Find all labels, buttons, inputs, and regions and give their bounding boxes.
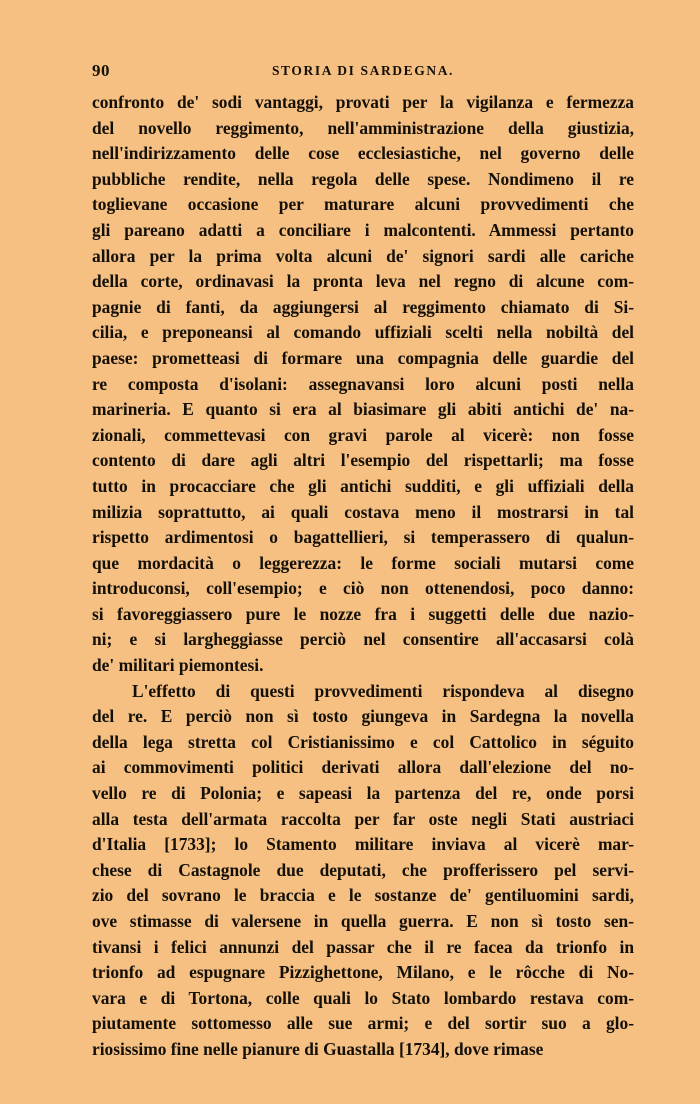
text-line: toglievane occasione per maturare alcuni provvedimenti che bbox=[92, 194, 634, 215]
text-line: pubbliche rendite, nella regola delle spese. Nondimeno il re bbox=[92, 168, 634, 189]
text-line: paese: prometteasi di formare una compagnia delle guardie del bbox=[92, 347, 634, 368]
text-line: tivansi i felici annunzi del passar che il re facea da trionfo in bbox=[92, 936, 634, 957]
text-line: cilia, e preponeansi al comando uffiziali scelti nella nobiltà del bbox=[92, 322, 634, 343]
text-line: nell'indirizzamento delle cose ecclesiastiche, nel governo delle bbox=[92, 143, 634, 164]
text-line: milizia soprattutto, ai quali costava meno il mostrarsi in tal bbox=[92, 501, 634, 522]
text-line: chese di Castagnole due deputati, che profferissero pel servi- bbox=[92, 859, 634, 880]
paragraph bbox=[92, 679, 634, 1063]
text-line: gli pareano adatti a conciliare i malcontenti. Ammessi pertanto bbox=[92, 219, 634, 240]
running-title: STORIA DI SARDEGNA. bbox=[271, 63, 455, 78]
text-line: pagnie di fanti, da aggiungersi al reggimento chiamato di Si- bbox=[92, 296, 634, 317]
body-text bbox=[92, 90, 634, 1063]
text-line: confronto de' sodi vantaggi, provati per la vigilanza e fermezza bbox=[92, 92, 634, 112]
text-line: allora per la prima volta alcuni de' signori sardi alle cariche bbox=[92, 245, 634, 266]
paragraph bbox=[92, 90, 634, 679]
text-line: zio del sovrano le braccia e le sostanze de' gentiluomini sardi, bbox=[92, 885, 634, 906]
text-line: que mordacità o leggerezza: le forme sociali mutarsi come bbox=[92, 552, 634, 573]
text-line: trionfo ad espugnare Pizzighettone, Milano, e le rôcche di No- bbox=[92, 962, 634, 983]
text-line: vara e di Tortona, colle quali lo Stato lombardo restava com- bbox=[92, 987, 634, 1008]
text-line: piutamente sottomesso alle sue armi; e del sortir suo a glo- bbox=[92, 1013, 634, 1034]
text-line: della corte, ordinavasi la pronta leva nel regno di alcune com- bbox=[92, 271, 634, 292]
text-line: re composta d'isolani: assegnavansi loro alcuni posti nella bbox=[92, 373, 634, 394]
text-line: della lega stretta col Cristianissimo e col Cattolico in séguito bbox=[92, 731, 634, 752]
text-line: d'Italia [1733]; lo Stamento militare inviava al vicerè mar- bbox=[92, 834, 634, 855]
page-number: 90 bbox=[92, 61, 110, 80]
text-line: riosissimo fine nelle pianure di Guastalla [1734], dove rimase bbox=[92, 1038, 544, 1059]
text-line: contento di dare agli altri l'esempio del rispettarli; ma fosse bbox=[92, 450, 634, 471]
text-line: rispetto ardimentosi o bagattellieri, si temperassero di qualun- bbox=[92, 527, 634, 548]
text-line: del re. E perciò non sì tosto giungeva in Sardegna la novella bbox=[92, 706, 634, 727]
text-line: marineria. E quanto si era al biasimare gli abiti antichi de' na- bbox=[92, 399, 634, 420]
text-line: ai commovimenti politici derivati allora dall'elezione del no- bbox=[92, 757, 634, 778]
text-line: introduconsi, coll'esempio; e ciò non ottenendosi, poco danno: bbox=[92, 578, 634, 599]
text-line: de' militari piemontesi. bbox=[92, 655, 264, 676]
text-line: L'effetto di questi provvedimenti rispondeva al disegno bbox=[132, 680, 634, 701]
text-line: alla testa dell'armata raccolta per far oste negli Stati austriaci bbox=[92, 808, 634, 829]
text-line: ni; e si largheggiasse perciò nel consentire all'accasarsi colà bbox=[92, 629, 634, 650]
text-line: si favoreggiassero pure le nozze fra i suggetti delle due nazio- bbox=[92, 603, 634, 624]
text-line: del novello reggimento, nell'amministrazione della giustizia, bbox=[92, 117, 634, 138]
text-line: ove stimasse di valersene in quella guerra. E non sì tosto sen- bbox=[92, 911, 634, 931]
text-line: zionali, commettevasi con gravi parole al vicerè: non fosse bbox=[92, 424, 634, 445]
text-line: vello re di Polonia; e sapeasi la partenza del re, onde porsi bbox=[92, 783, 634, 804]
text-line: tutto in procacciare che gli antichi sudditi, e gli uffiziali della bbox=[92, 475, 634, 496]
running-head bbox=[92, 61, 634, 83]
